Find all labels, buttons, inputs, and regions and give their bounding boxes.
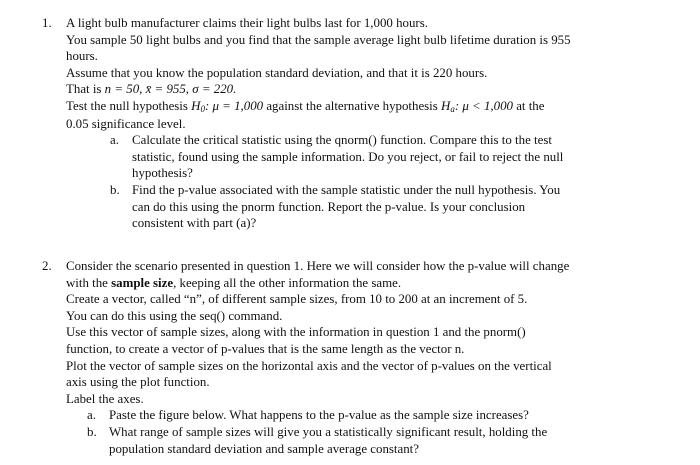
null-hypothesis-symbol: H xyxy=(191,98,201,113)
text-line: statistic, found using the sample information. Do you reject, or fail to reject the null xyxy=(132,149,564,164)
sample-size-line xyxy=(66,275,666,292)
question-2-parts xyxy=(66,407,666,457)
text-line: can do this using the pnorm function. Report the p-value. Is your conclusion xyxy=(132,199,526,214)
text-line: Create a vector, called “n”, of different sample sizes, from 10 to 200 at an increment of 5. xyxy=(66,292,528,307)
text-line: You sample 50 light bulbs and you find that the sample average light bulb lifetime duration is 955 xyxy=(66,32,571,47)
text-line: Use this vector of sample sizes, along with the information in question 1 and the pnorm() xyxy=(66,325,526,340)
text-line: Consider the scenario presented in question 1. Here we will consider how the p-value will change xyxy=(66,259,570,273)
text-line: function, to create a vector of p-values that is the same length as the vector n. xyxy=(66,341,465,356)
test-prefix: Test the null hypothesis xyxy=(66,98,192,113)
question-number: 1. xyxy=(42,16,52,30)
text-line: axis using the plot function. xyxy=(66,375,210,390)
test-suffix: at the xyxy=(512,98,545,113)
part-label: b. xyxy=(110,182,120,197)
text-line: A light bulb manufacturer claims their light bulbs last for 1,000 hours. xyxy=(66,16,428,30)
text-line: hypothesis? xyxy=(132,166,193,181)
part-b xyxy=(66,182,666,232)
test-middle: against the alternative hypothesis xyxy=(263,98,442,113)
given-prefix: That is xyxy=(66,82,105,97)
given-xbar: x̄ = 955, xyxy=(145,82,190,97)
line-suffix: , keeping all the other information the same. xyxy=(173,275,402,290)
alt-hypothesis-symbol: H xyxy=(441,98,451,113)
part-label: a. xyxy=(110,133,119,148)
text-line: Plot the vector of sample sizes on the horizontal axis and the vector of p-values on the vertical xyxy=(66,358,552,373)
hypothesis-line xyxy=(66,98,666,116)
part-label: b. xyxy=(87,424,97,439)
part-label: a. xyxy=(87,408,96,423)
part-a xyxy=(66,407,666,424)
given-values-line xyxy=(66,81,666,98)
question-1 xyxy=(42,15,666,232)
question-number: 2. xyxy=(42,259,52,273)
text-line: Calculate the critical statistic using the qnorm() function. Compare this to the test xyxy=(132,133,552,148)
text-line: hours. xyxy=(66,49,98,64)
text-line: Find the p-value associated with the sample statistic under the null hypothesis. You xyxy=(132,182,561,197)
text-line: Assume that you know the population standard deviation, and that it is 220 hours. xyxy=(66,65,488,80)
part-a xyxy=(66,132,666,182)
null-hypothesis-subscript: 0 xyxy=(200,103,205,114)
text-line: Paste the figure below. What happens to the p-value as the sample size increases? xyxy=(109,408,529,423)
text-line: You can do this using the seq() command. xyxy=(66,308,283,323)
alt-hypothesis: : μ < 1,000 xyxy=(454,98,513,113)
given-n: n = 50, xyxy=(104,82,143,97)
question-2 xyxy=(42,258,666,457)
part-b xyxy=(66,424,666,457)
text-line: population standard deviation and sample average constant? xyxy=(109,441,419,456)
text-line: 0.05 significance level. xyxy=(66,116,186,131)
text-line: What range of sample sizes will give you a statistically significant result, holding the xyxy=(109,424,548,439)
alt-hypothesis-subscript: a xyxy=(450,103,455,114)
line-prefix: with the xyxy=(66,275,112,290)
question-1-parts xyxy=(66,132,666,232)
text-line: consistent with part (a)? xyxy=(132,216,257,231)
emphasis-sample-size: sample size xyxy=(111,275,174,290)
given-sigma: σ = 220. xyxy=(192,82,237,97)
null-hypothesis: : μ = 1,000 xyxy=(204,98,264,113)
text-line: Label the axes. xyxy=(66,391,144,406)
